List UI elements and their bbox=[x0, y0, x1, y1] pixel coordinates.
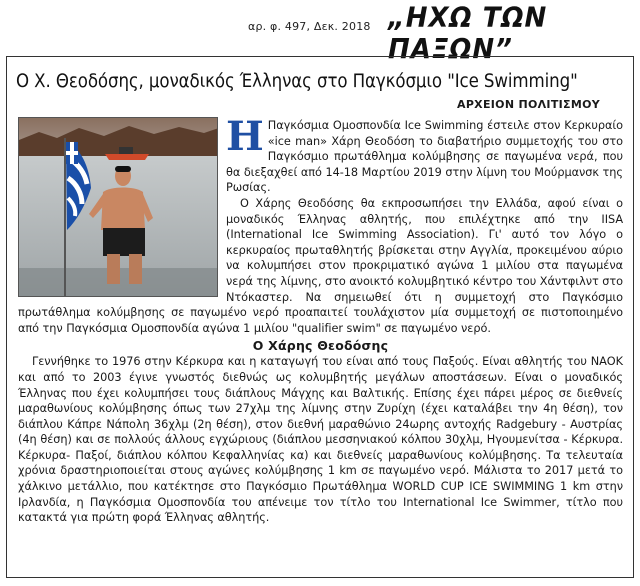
paragraph-1: Παγκόσμια Ομοσπονδία Ice Swimming έστειλε στον Κερκυραίο «ice man» Χάρη Θεοδόση το διαβατήριο συμμετοχής του στο Παγκόσμιο πρωτάθλημα κολύμβησης σε παγωμένα νερά, που θα διεξαχθεί από 14-18 Μαρτίου 2019 στην λίμνη του Μούρμανσκ της Ρωσίας. bbox=[226, 119, 623, 195]
section-subheading: Ο Χάρης Θεοδόσης bbox=[252, 338, 389, 354]
article-source: ΑΡΧΕΙΟΝ ΠΟΛΙΤΙΣΜΟΥ bbox=[457, 98, 600, 111]
paragraph-3: Γεννήθηκε το 1976 στην Κέρκυρα και η καταγωγή του είναι από τους Παξούς. Είναι αθλητής του ΝΑΟΚ και από το 2003 έγινε γνωστός διεθνώς ως κολυμβητής μεγάλων αποστάσεων. Είναι ο μοναδικός Έλληνας που έχει κολυμπήσει τους διάπλους Μάγχης και Βαλτικής. Επίσης έχει πάρει μέρος σε διεθνείς μαραθωνίους κολύμβησης όπως των 27χλμ της λίμνης στην Ζυρίχη (έχει καταλάβει την 4η θέση), τον διάπλου Κάπρε Νάπολη 36χλμ (2η θέση), στον διεθνή μαραθώνιο 24ωρης αντοχής Radgebury - Αυστρίας (4η θέση) και σε πολλούς άλλους εγχώριους (διάπλου μεσσηνιακού κόλπου 30χλμ, Ηγουμενίτσα - Κέρκυρα. Κέρκυρα- Παξοί, διάπλου κόλπου Κεφαλληνίας κα) και διεθνείς μαραθωνίους κολύμβησης. Τα τελευταία χρόνια δραστηριοποιείται στους αγώνες κολύμβησης 1 km σε παγωμένο νερό. Μάλιστα το 2017 μετά το χάλκινο μετάλλιο, που κατέκτησε στο Παγκόσμιο Πρωτάθλημα WORLD CUP ICE SWIMMING 1 km στην Ιρλανδία, η Παγκόσμια Ομοσπονδία του απένειμε τον τίτλο του International Ice Swimmer, τίτλο που κατακτά για πρώτη φορά Έλληνας αθλητής. bbox=[18, 355, 623, 525]
article-body bbox=[18, 113, 623, 526]
article-headline: O Χ. Θεοδόσης, μοναδικός Έλληνας στο Παγκόσμιο "Ice Swimming" bbox=[16, 71, 578, 92]
issue-info: αρ. φ. 497, Δεκ. 2018 bbox=[248, 20, 371, 33]
masthead bbox=[0, 0, 640, 66]
newspaper-name: „ΗΧΩ ΤΩΝ ΠΑΞΩΝ” bbox=[388, 2, 548, 66]
drop-cap: Η bbox=[226, 113, 264, 160]
paragraph-2: Ο Χάρης Θεοδόσης θα εκπροσωπήσει την Ελλάδα, αφού είναι ο μοναδικός Έλληνας αθλητής, που επιλέχτηκε από την IISA (International Ice Swimming Association). Γι' αυτό τον λόγο ο κερκυραίος πρωταθλητής βρίσκεται στην Αγγλία, προκειμένου αύριο να κολυμπήσει στον προκριματικό αγώνα 1 μιλίου στα παγωμένα νερά της λίμνης, στο ανοικτό κολυμβητικό κέντρο του Χάντφιλντ στο Ντόκαστερ. Να σημειωθεί ότι η συμμετοχή στο Παγκόσμιο πρωτάθλημα κολύμβησης σε παγωμένο νερό προαπαιτεί τουλάχιστον μία συμμετοχή σε πιστοποιημένο από την Παγκόσμια Ομοσπονδία αγώνα 1 μιλίου "qualifier swim" σε παγωμένο νερό. bbox=[18, 196, 623, 335]
